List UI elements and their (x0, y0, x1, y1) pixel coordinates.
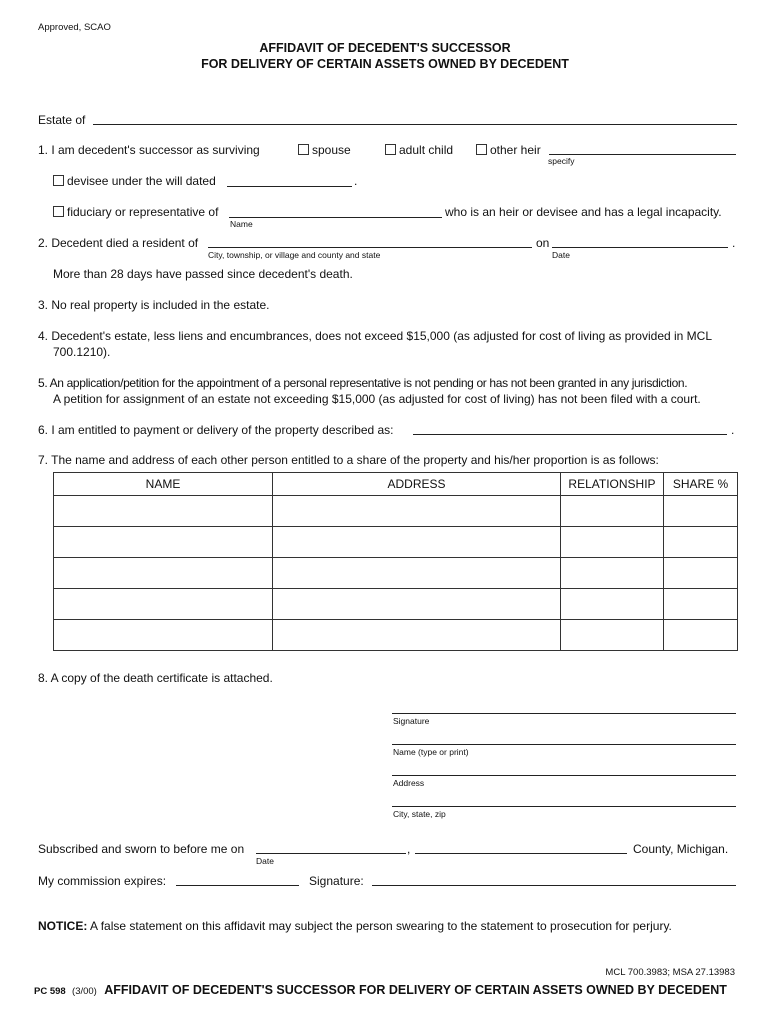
relationship-cell[interactable] (561, 496, 664, 527)
devisee-period: . (354, 174, 358, 188)
commission-expires-label: My commission expires: (38, 874, 167, 888)
address-cell[interactable] (273, 620, 561, 651)
date-caption: Date (552, 250, 570, 260)
property-description-field[interactable] (413, 434, 727, 435)
item3-text: 3. No real property is included in the estate. (38, 298, 270, 312)
table-row (54, 558, 738, 589)
spouse-checkbox[interactable] (298, 144, 309, 155)
devisee-label: devisee under the will dated (67, 174, 216, 188)
name-cell[interactable] (54, 527, 273, 558)
sworn-date-caption: Date (256, 856, 274, 866)
city-state-zip-line[interactable] (392, 806, 736, 807)
notice (38, 919, 672, 933)
subscribed-sworn-label: Subscribed and sworn to before me on (38, 842, 245, 856)
name-caption: Name (230, 219, 253, 229)
relationship-cell[interactable] (561, 620, 664, 651)
adult-child-checkbox[interactable] (385, 144, 396, 155)
estate-label: Estate of (38, 113, 86, 127)
name-cell[interactable] (54, 620, 273, 651)
mcl-reference: MCL 700.3983; MSA 27.13983 (605, 967, 735, 978)
signature-line[interactable] (392, 713, 736, 714)
relationship-cell[interactable] (561, 527, 664, 558)
spouse-label: spouse (312, 143, 351, 157)
address-cell[interactable] (273, 558, 561, 589)
approval-note: Approved, SCAO (38, 22, 111, 33)
table-header-row (54, 473, 738, 496)
item2-text: 2. Decedent died a resident of (38, 236, 199, 250)
fiduciary-name-field[interactable] (229, 217, 442, 218)
item4-line1: 4. Decedent's estate, less liens and encumbrances, does not exceed $15,000 (as adjusted for cost of living as provided in MCL (38, 329, 713, 343)
place-caption: City, township, or village and county and state (208, 250, 381, 260)
devisee-checkbox[interactable] (53, 175, 64, 186)
specify-caption: specify (548, 156, 575, 166)
sworn-date-field[interactable] (256, 853, 406, 854)
notice-text: A false statement on this affidavit may subject the person swearing to the statement to prosecution for perjury. (90, 919, 672, 933)
share-cell[interactable] (664, 558, 738, 589)
footer-line (34, 983, 727, 997)
residence-field[interactable] (208, 247, 532, 248)
commission-expires-field[interactable] (176, 885, 299, 886)
item2-period: . (732, 236, 736, 250)
county-michigan-label: County, Michigan. (633, 842, 729, 856)
column-header-relationship: RELATIONSHIP (561, 473, 664, 496)
address-line[interactable] (392, 775, 736, 776)
other-heir-specify-field[interactable] (549, 154, 736, 155)
share-cell[interactable] (664, 589, 738, 620)
other-heir-label: other heir (490, 143, 541, 157)
fiduciary-checkbox[interactable] (53, 206, 64, 217)
fiduciary-tail: who is an heir or devisee and has a legal incapacity. (445, 205, 722, 219)
county-field[interactable] (415, 853, 627, 854)
printed-name-caption: Name (type or print) (393, 747, 469, 757)
item8-text: 8. A copy of the death certificate is attached. (38, 671, 273, 685)
more-than-28-days: More than 28 days have passed since decedent's death. (53, 267, 353, 281)
name-cell[interactable] (54, 558, 273, 589)
item7-text: 7. The name and address of each other person entitled to a share of the property and his/her proportion is as follows: (38, 453, 659, 467)
other-heir-checkbox[interactable] (476, 144, 487, 155)
item6-text: 6. I am entitled to payment or delivery of the property described as: (38, 423, 394, 437)
item5-line2: A petition for assignment of an estate not exceeding $15,000 (as adjusted for cost of living) has not been filed with a court. (53, 392, 701, 406)
table-row (54, 589, 738, 620)
sworn-comma: , (407, 842, 411, 856)
notary-signature-label: Signature: (309, 874, 364, 888)
address-cell[interactable] (273, 527, 561, 558)
relationship-cell[interactable] (561, 558, 664, 589)
column-header-name: NAME (54, 473, 273, 496)
address-caption: Address (393, 778, 425, 788)
share-cell[interactable] (664, 527, 738, 558)
name-cell[interactable] (54, 589, 273, 620)
footer-title: AFFIDAVIT OF DECEDENT'S SUCCESSOR FOR DELIVERY OF CERTAIN ASSETS OWNED BY DECEDENT (104, 983, 727, 997)
on-label: on (536, 236, 550, 250)
notary-signature-field[interactable] (372, 885, 736, 886)
item1-text: 1. I am decedent's successor as surviving (38, 143, 260, 157)
will-date-field[interactable] (227, 186, 352, 187)
item4-line2: 700.1210). (53, 345, 111, 359)
item5-line1: 5. An application/petition for the appointment of a personal representative is not pending or has not been granted in any jurisdiction. (38, 376, 688, 390)
share-cell[interactable] (664, 496, 738, 527)
table-row (54, 527, 738, 558)
column-header-share: SHARE % (664, 473, 738, 496)
form-version: (3/00) (72, 986, 97, 997)
table-row (54, 496, 738, 527)
city-state-zip-caption: City, state, zip (393, 809, 446, 819)
item6-period: . (731, 423, 735, 437)
relationship-cell[interactable] (561, 589, 664, 620)
table-row (54, 620, 738, 651)
death-date-field[interactable] (552, 247, 728, 248)
share-cell[interactable] (664, 620, 738, 651)
address-cell[interactable] (273, 589, 561, 620)
printed-name-line[interactable] (392, 744, 736, 745)
fiduciary-label: fiduciary or representative of (67, 205, 219, 219)
estate-name-field[interactable] (93, 124, 737, 125)
form-id: PC 598 (34, 986, 66, 997)
name-cell[interactable] (54, 496, 273, 527)
address-cell[interactable] (273, 496, 561, 527)
adult-child-label: adult child (399, 143, 454, 157)
successors-table (53, 472, 738, 651)
signature-caption: Signature (393, 716, 430, 726)
notice-label: NOTICE: (38, 919, 88, 933)
form-title-line2: FOR DELIVERY OF CERTAIN ASSETS OWNED BY DECEDENT (201, 57, 569, 71)
form-title-line1: AFFIDAVIT OF DECEDENT'S SUCCESSOR (259, 41, 511, 55)
column-header-address: ADDRESS (273, 473, 561, 496)
